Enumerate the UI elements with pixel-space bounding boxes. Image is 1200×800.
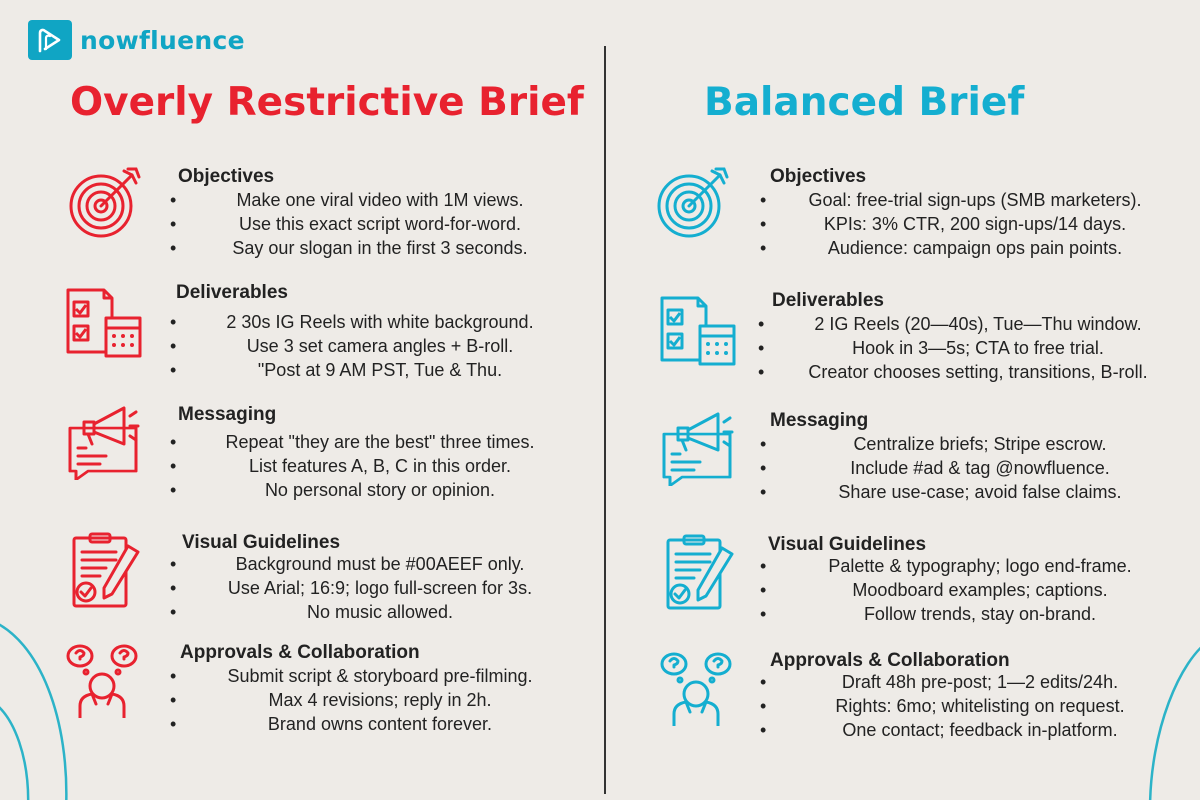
approvals-list [170,664,570,736]
objectives-list [760,188,1170,260]
target-icon [66,166,142,242]
megaphone-chat-icon [66,404,142,480]
list-item: • Say our slogan in the first 3 seconds. [170,236,570,260]
list-item: • Audience: campaign ops pain points. [760,236,1170,260]
list-item: • Repeat "they are the best" three times. [170,430,570,454]
list-item: • Draft 48h pre-post; 1—2 edits/24h. [760,670,1180,694]
list-item: • Centralize briefs; Stripe escrow. [760,432,1180,456]
list-item: • Submit script & storyboard pre-filming. [170,664,570,688]
list-item: • Goal: free-trial sign-ups (SMB marketers). [760,188,1170,212]
list-item: • Use 3 set camera angles + B-roll. [170,334,570,358]
confused-person-icon [66,642,142,718]
clipboard-pencil-icon [660,534,736,610]
list-item: • Palette & typography; logo end-frame. [760,554,1180,578]
list-item: • 2 30s IG Reels with white background. [170,310,570,334]
section-title: Deliverables [176,282,288,303]
list-item: • Rights: 6mo; whitelisting on request. [760,694,1180,718]
visual-guidelines-list [170,552,570,624]
balanced-brief-column [606,0,1200,800]
list-item: • Share use-case; avoid false claims. [760,480,1180,504]
list-item: • Brand owns content forever. [170,712,570,736]
list-item: • Follow trends, stay on-brand. [760,602,1180,626]
list-item: • "Post at 9 AM PST, Tue & Thu. [170,358,570,382]
deliverables-list [170,310,570,382]
visual-guidelines-list [760,554,1180,626]
list-item: • Creator chooses setting, transitions, B-roll. [758,360,1178,384]
brand-name: nowfluence [80,25,245,55]
balanced-brief-title: Balanced Brief [704,80,1025,125]
list-item: • Max 4 revisions; reply in 2h. [170,688,570,712]
list-item: • No personal story or opinion. [170,478,570,502]
megaphone-chat-icon [660,410,736,486]
messaging-list [760,432,1180,504]
target-icon [654,166,730,242]
list-item: • Use Arial; 16:9; logo full-screen for 3s. [170,576,570,600]
restrictive-brief-title: Overly Restrictive Brief [70,80,584,125]
section-title: Messaging [178,404,277,425]
section-title: Objectives [770,166,867,187]
section-title: Visual Guidelines [768,534,927,555]
list-item: • Background must be #00AEEF only. [170,552,570,576]
section-title: Approvals & Collaboration [770,650,1010,671]
list-item: • Hook in 3—5s; CTA to free trial. [758,336,1178,360]
list-item: • Include #ad & tag @nowfluence. [760,456,1180,480]
confused-person-icon [660,650,736,726]
checklist-calculator-icon [660,290,736,366]
list-item: • Use this exact script word-for-word. [170,212,570,236]
clipboard-pencil-icon [66,532,142,608]
list-item: • No music allowed. [170,600,570,624]
list-item: • Moodboard examples; captions. [760,578,1180,602]
deliverables-list [758,312,1178,384]
messaging-list [170,430,570,502]
section-title: Messaging [770,410,869,431]
section-title: Objectives [178,166,275,187]
section-title: Visual Guidelines [182,532,341,553]
objectives-list [170,188,570,260]
list-item: • 2 IG Reels (20—40s), Tue—Thu window. [758,312,1178,336]
section-title: Deliverables [772,290,884,311]
list-item: • One contact; feedback in-platform. [760,718,1180,742]
approvals-list [760,670,1180,742]
list-item: • KPIs: 3% CTR, 200 sign-ups/14 days. [760,212,1170,236]
list-item: • List features A, B, C in this order. [170,454,570,478]
checklist-calculator-icon [66,282,142,358]
section-title: Approvals & Collaboration [180,642,420,663]
list-item: • Make one viral video with 1M views. [170,188,570,212]
